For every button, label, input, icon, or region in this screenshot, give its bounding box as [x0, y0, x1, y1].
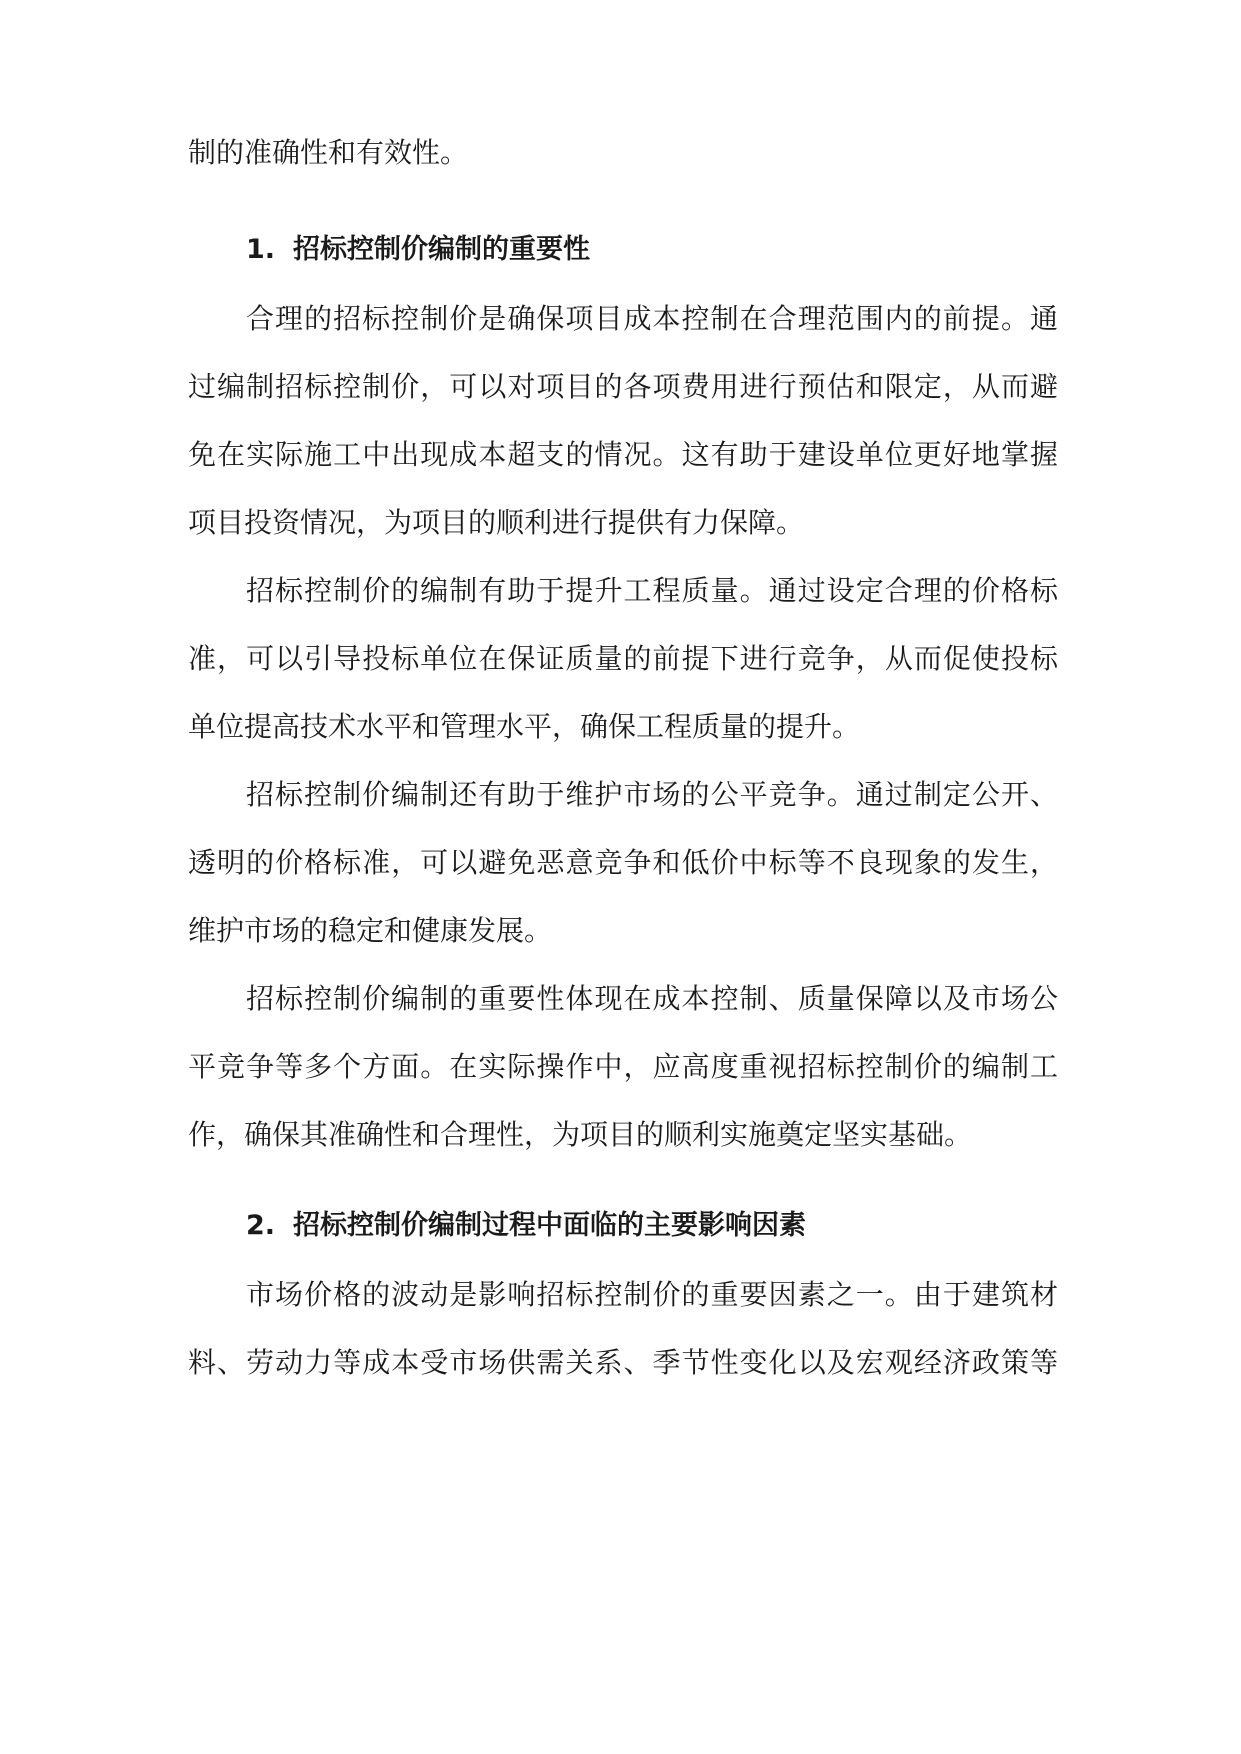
paragraph-line: 透明的价格标准，可以避免恶意竞争和低价中标等不良现象的发生， — [188, 846, 1058, 879]
paragraph-line: 维护市场的稳定和健康发展。 — [188, 914, 553, 947]
section-2-heading — [246, 1206, 806, 1246]
paragraph-line: 市场价格的波动是影响招标控制价的重要因素之一。由于建筑材 — [246, 1278, 1058, 1311]
section-2-title: 招标控制价编制过程中面临的主要影响因素 — [293, 1210, 807, 1241]
section-1-title: 招标控制价编制的重要性 — [293, 234, 591, 265]
paragraph-line: 准，可以引导投标单位在保证质量的前提下进行竞争，从而促使投标 — [188, 642, 1058, 675]
paragraph-line: 过编制招标控制价，可以对项目的各项费用进行预估和限定，从而避 — [188, 370, 1058, 403]
paragraph-line: 平竞争等多个方面。在实际操作中，应高度重视招标控制价的编制工 — [188, 1050, 1058, 1083]
section-1-heading — [246, 230, 590, 270]
section-1-number: 1. — [246, 234, 276, 265]
paragraph-line: 料、劳动力等成本受市场供需关系、季节性变化以及宏观经济政策等 — [188, 1346, 1058, 1379]
paragraph-line: 招标控制价编制的重要性体现在成本控制、质量保障以及市场公 — [246, 982, 1058, 1015]
paragraph-line: 合理的招标控制价是确保项目成本控制在合理范围内的前提。通 — [246, 302, 1058, 335]
paragraph-line: 单位提高技术水平和管理水平，确保工程质量的提升。 — [188, 710, 861, 743]
section-2-number: 2. — [246, 1210, 276, 1241]
paragraph-line: 免在实际施工中出现成本超支的情况。这有助于建设单位更好地掌握 — [188, 438, 1058, 471]
paragraph-line: 项目投资情况，为项目的顺利进行提供有力保障。 — [188, 506, 805, 539]
paragraph-line: 作，确保其准确性和合理性，为项目的顺利实施奠定坚实基础。 — [188, 1118, 973, 1151]
paragraph-line: 招标控制价的编制有助于提升工程质量。通过设定合理的价格标 — [246, 574, 1058, 607]
paragraph-line: 招标控制价编制还有助于维护市场的公平竞争。通过制定公开、 — [246, 778, 1058, 811]
intro-tail-line: 制的准确性和有效性。 — [188, 136, 469, 169]
